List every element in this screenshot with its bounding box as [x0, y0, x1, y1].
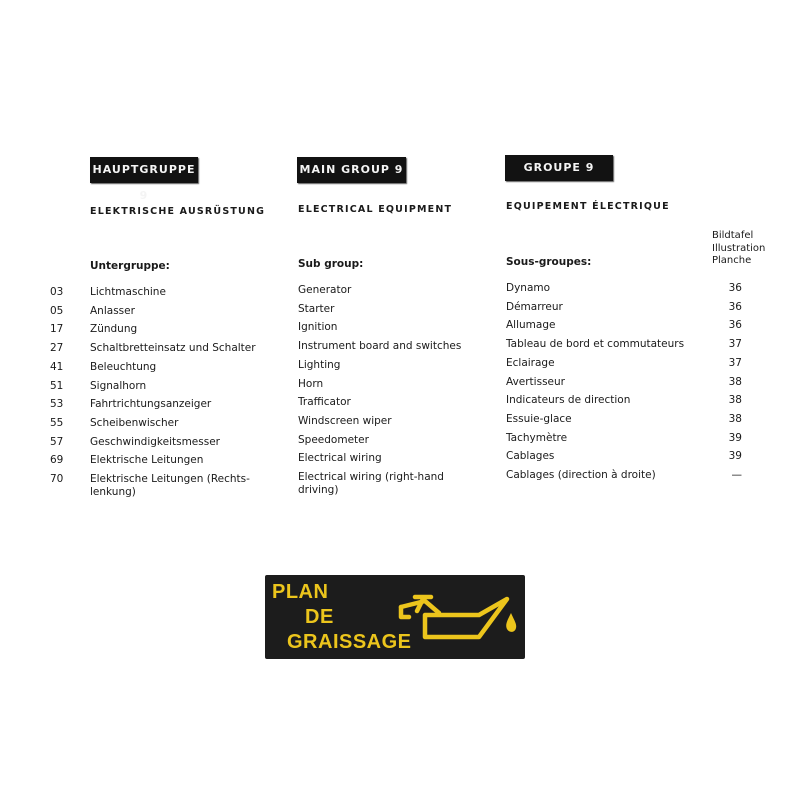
item-number: 70	[50, 473, 64, 485]
list-item: Zündung	[90, 323, 138, 336]
list-item: Cablages (direction à droite)	[506, 469, 656, 481]
french-group-label: Sous-groupes:	[506, 256, 592, 268]
list-item: Signalhorn	[90, 379, 147, 392]
plate-number: 37	[728, 356, 742, 369]
item-number: 05	[50, 304, 64, 317]
list-item: Geschwindigkeitsmesser	[90, 435, 220, 448]
list-item: Avertisseur	[506, 375, 565, 388]
list-item: Schaltbretteinsatz und Schalter	[90, 342, 256, 355]
french-subheading: EQUIPEMENT ÉLECTRIQUE	[506, 201, 670, 212]
lubrication-plan-banner[interactable]	[265, 575, 525, 659]
list-item: Generator	[298, 284, 352, 296]
list-item: Tachymètre	[506, 431, 568, 444]
list-item: Démarreur	[506, 300, 563, 313]
banner-line-3: GRAISSAGE	[287, 631, 412, 653]
item-number: 17	[50, 323, 64, 336]
item-number: 55	[50, 416, 64, 429]
list-item: Elektrische Leitungen	[90, 454, 204, 467]
list-item: Speedometer	[298, 433, 369, 446]
plate-column-header	[712, 230, 765, 268]
french-heading: GROUPE 9	[505, 155, 613, 181]
item-number: 03	[50, 286, 64, 298]
list-item: Eclairage	[506, 356, 555, 369]
english-group-label: Sub group:	[298, 258, 364, 270]
list-item: Instrument board and switches	[298, 340, 462, 353]
list-item: Essuie-glace	[506, 412, 572, 425]
list-item: Fahrtrichtungsanzeiger	[90, 398, 212, 411]
item-number: 51	[50, 379, 64, 392]
list-item: Allumage	[506, 319, 556, 332]
list-item: Electrical wiring	[298, 452, 382, 465]
list-item: Dynamo	[506, 282, 551, 294]
banner-line-2: DE	[305, 606, 334, 628]
item-number: 41	[50, 360, 64, 373]
oil-can-icon	[395, 583, 521, 655]
list-item: Electrical wiring (right-hand	[298, 471, 444, 483]
plate-number: 38	[728, 375, 742, 388]
plate-header-line: Bildtafel	[712, 230, 754, 241]
list-item: Tableau de bord et commutateurs	[506, 338, 685, 351]
list-item: Anlasser	[90, 304, 135, 317]
list-item-continuation: lenkung)	[90, 486, 136, 498]
list-item-continuation: driving)	[298, 484, 339, 496]
german-group-label: Untergruppe:	[90, 260, 170, 272]
plate-number: 37	[728, 338, 742, 351]
english-heading: MAIN GROUP 9	[297, 157, 406, 183]
plate-header-line: Illustration	[712, 242, 766, 254]
item-number: 53	[50, 398, 64, 411]
plate-number: 36	[728, 282, 742, 294]
list-item: Trafficator	[298, 396, 351, 409]
item-number: 27	[50, 342, 64, 355]
banner-line-1: PLAN	[272, 581, 329, 603]
list-item: Cablages	[506, 450, 555, 463]
item-number: 57	[50, 435, 64, 448]
plate-number: 39	[728, 431, 742, 444]
plate-number: —	[731, 469, 742, 481]
list-item: Ignition	[298, 321, 338, 334]
plate-header-line: Planche	[712, 255, 752, 266]
german-subheading: ELEKTRISCHE AUSRÜSTUNG	[90, 206, 266, 217]
plate-number: 36	[728, 300, 742, 313]
plate-number: 39	[728, 450, 742, 463]
english-subheading: ELECTRICAL EQUIPMENT	[298, 204, 453, 215]
list-item: Windscreen wiper	[298, 414, 392, 427]
plate-number: 36	[728, 319, 742, 332]
list-item: Indicateurs de direction	[506, 394, 631, 407]
list-item: Beleuchtung	[90, 360, 157, 373]
list-item: Starter	[298, 302, 335, 315]
list-item: Lighting	[298, 358, 341, 371]
list-item: Lichtmaschine	[90, 286, 166, 298]
item-number: 69	[50, 454, 64, 467]
plate-number: 38	[728, 412, 742, 425]
german-heading: HAUPTGRUPPE 9	[90, 157, 198, 183]
list-item: Scheibenwischer	[90, 416, 179, 429]
list-item: Horn	[298, 377, 324, 390]
list-item: Elektrische Leitungen (Rechts-	[90, 473, 250, 485]
plate-number: 38	[728, 394, 742, 407]
